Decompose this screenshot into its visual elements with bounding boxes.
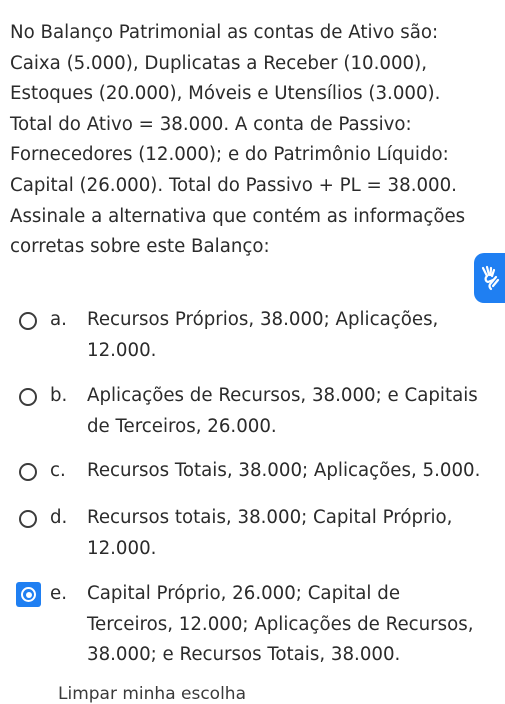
option-letter: a. bbox=[50, 309, 67, 330]
option-line: Recursos Próprios, 38.000; Aplicações, bbox=[87, 309, 439, 330]
option-line: Aplicações de Recursos, 38.000; e Capitais bbox=[87, 385, 478, 406]
question-text bbox=[10, 18, 500, 263]
question-line: Assinale a alternativa que contém as informações bbox=[10, 205, 466, 227]
question-line: Fornecedores (12.000); e do Patrimônio Líquido: bbox=[10, 144, 449, 166]
option-label bbox=[87, 456, 502, 487]
option-letter: b. bbox=[50, 385, 68, 406]
radio-option-c[interactable] bbox=[19, 463, 37, 481]
option-line: de Terceiros, 26.000. bbox=[87, 415, 277, 437]
accessibility-sign-language-button[interactable] bbox=[474, 253, 505, 303]
radio-option-a[interactable] bbox=[19, 312, 37, 330]
radio-dot-icon bbox=[26, 592, 32, 598]
option-letter: d. bbox=[50, 507, 68, 528]
option-letter: c. bbox=[50, 460, 66, 481]
question-line: corretas sobre este Balanço: bbox=[10, 236, 270, 258]
question-line: Caixa (5.000), Duplicatas a Receber (10.000), bbox=[10, 52, 427, 74]
question-line: Estoques (20.000), Móveis e Utensílios (3.000). bbox=[10, 83, 441, 105]
radio-option-b[interactable] bbox=[19, 388, 37, 406]
question-line: Capital (26.000). Total do Passivo + PL = 38.000. bbox=[10, 174, 457, 196]
question-line: Total do Ativo = 38.000. A conta de Passivo: bbox=[10, 113, 412, 135]
option-line: Recursos Totais, 38.000; Aplicações, 5.000. bbox=[87, 460, 481, 481]
option-letter: e. bbox=[50, 583, 67, 604]
option-line: Recursos totais, 38.000; Capital Próprio, bbox=[87, 507, 453, 528]
option-line: 12.000. bbox=[87, 537, 157, 559]
option-label bbox=[87, 305, 502, 366]
option-line: 38.000; e Recursos Totais, 38.000. bbox=[87, 644, 401, 666]
option-line: 12.000. bbox=[87, 339, 157, 361]
radio-ring-icon bbox=[21, 587, 36, 602]
option-label bbox=[87, 503, 502, 564]
sign-language-hands-icon bbox=[479, 265, 501, 291]
question-line: No Balanço Patrimonial as contas de Ativo são: bbox=[10, 22, 439, 43]
option-line: Capital Próprio, 26.000; Capital de bbox=[87, 583, 401, 604]
option-line: Terceiros, 12.000; Aplicações de Recursos, bbox=[87, 613, 474, 635]
clear-selection-link[interactable]: Limpar minha escolha bbox=[58, 684, 246, 704]
radio-option-e-selected[interactable] bbox=[16, 582, 41, 607]
radio-option-d[interactable] bbox=[19, 510, 37, 528]
option-label bbox=[87, 579, 502, 671]
option-label bbox=[87, 381, 502, 442]
